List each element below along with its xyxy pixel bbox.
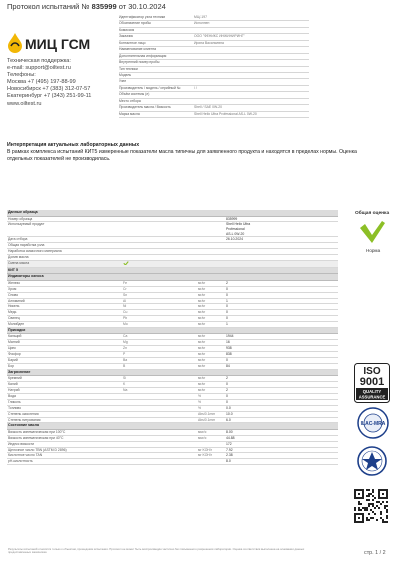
meta-key: Узел — [119, 79, 127, 84]
indicator-name: Используемый продукт — [8, 222, 45, 227]
indicator-code — [123, 243, 198, 248]
indicator-unit: мг KOH/г — [198, 453, 213, 458]
indicator-unit — [198, 249, 226, 254]
page-number: стр. 1 / 2 — [364, 550, 386, 556]
indicator-code: K — [123, 382, 126, 387]
indicator-name: Никель — [8, 304, 20, 309]
meta-key: Внутренний номер пробы — [119, 60, 160, 65]
meta-value — [194, 28, 309, 33]
contact-line: Москва +7 (495) 197-88-99 — [7, 79, 76, 86]
brand-name: МИЦ ГСМ — [25, 36, 91, 52]
indicator-unit: мг/кг — [198, 388, 206, 393]
indicator-code: Si — [123, 376, 127, 381]
indicator-value: 0 — [226, 286, 228, 291]
indicator-name: Индекс вязкости — [8, 441, 35, 446]
indicator-unit: мг/кг — [198, 292, 206, 297]
indicator-unit: % — [198, 405, 202, 410]
accreditation-seal-icon — [356, 445, 388, 477]
indicator-unit — [198, 442, 226, 447]
meta-value: / / — [194, 85, 197, 90]
indicator-unit — [198, 255, 226, 260]
meta-row — [119, 112, 309, 118]
indicator-name: Бор — [8, 363, 14, 368]
support-contacts — [7, 58, 117, 108]
meta-key: Дополнительная информация — [119, 53, 167, 58]
iso-top: ISO — [363, 366, 381, 377]
indicator-value: 0 — [226, 382, 228, 387]
contact-line[interactable]: e-mail: support@oiltest.ru — [7, 65, 71, 72]
indicator-unit: мг/кг — [198, 304, 206, 309]
indicator-code: Pb — [123, 316, 128, 321]
indicator-name: Алюминий — [8, 298, 25, 303]
indicator-value: 7.92 — [226, 447, 233, 452]
overall-assessment-title: Общая оценка — [355, 211, 390, 216]
meta-key: Место отбора — [119, 98, 141, 103]
brand-logo — [7, 30, 97, 54]
meta-key: Производитель / модель / серийный № — [119, 85, 181, 90]
indicator-name: Номер образца — [8, 216, 33, 221]
indicator-value: 1944 — [226, 334, 234, 339]
indicator-code — [123, 222, 198, 236]
ilac-label: ILAC-MRA — [360, 421, 386, 427]
indicator-name: Калий — [8, 382, 18, 387]
indicator-name: Кальций — [8, 334, 22, 339]
section-header: Загрязнение — [7, 370, 338, 377]
indicator-unit: мг/кг — [198, 286, 206, 291]
indicator-value: 838 — [226, 352, 232, 357]
indicator-name: Кислотное число TAN — [8, 453, 43, 458]
indicator-value: 0.0 — [226, 405, 231, 410]
indicator-name: Медь — [8, 310, 17, 315]
indicator-name: Кремний — [8, 376, 22, 381]
indicator-value: 8.0 — [226, 459, 231, 464]
indicator-unit — [198, 243, 226, 248]
meta-key: Заказчик — [119, 34, 133, 39]
indicator-value — [226, 249, 251, 254]
protocol-date: от 30.10.2024 — [118, 2, 166, 11]
indicator-value: 84 — [226, 363, 230, 368]
indicator-value: 1 — [226, 298, 228, 303]
protocol-number: 835999 — [91, 2, 117, 11]
indicator-unit — [198, 237, 226, 242]
meta-value — [194, 73, 309, 78]
indicator-code — [123, 261, 198, 267]
oil-change-check-icon — [123, 261, 129, 266]
indicator-unit: мм²/с — [198, 429, 207, 434]
meta-value — [194, 79, 309, 84]
indicator-unit: мг/кг — [198, 352, 206, 357]
contact-line: Телефоны: — [7, 72, 36, 79]
results-table — [7, 210, 338, 465]
indicator-code: Sn — [123, 292, 128, 297]
result-row — [7, 222, 338, 237]
sample-meta-table — [119, 15, 309, 118]
indicator-code — [123, 459, 198, 464]
indicator-unit — [198, 222, 226, 236]
indicator-value — [226, 261, 251, 267]
indicator-value: 2 — [226, 376, 228, 381]
indicator-value: Shell Helix Ultra Professional AS-L 0W-20 — [226, 222, 251, 236]
indicator-unit — [198, 217, 226, 222]
indicator-name: Общая наработка узла — [8, 243, 45, 248]
indicator-code: Zn — [123, 346, 127, 351]
indicator-name: Магний — [8, 340, 20, 345]
indicator-value — [226, 243, 251, 248]
meta-key: Марка масла — [119, 111, 140, 116]
contact-line: Екатеринбург +7 (343) 251-99-11 — [7, 93, 92, 100]
indicator-value: 2 — [226, 280, 228, 285]
indicator-unit: мг/кг — [198, 363, 206, 368]
indicator-code — [123, 442, 198, 447]
contact-line[interactable]: www.oiltest.ru — [7, 100, 42, 107]
indicator-code: Mg — [123, 340, 128, 345]
indicator-name: Молибден — [8, 322, 25, 327]
meta-value — [194, 92, 309, 97]
section-header: Данные образца — [7, 210, 338, 217]
indicator-code: Ni — [123, 304, 127, 309]
meta-key: Контактное лицо — [119, 40, 146, 45]
indicator-code: Cu — [123, 310, 128, 315]
indicator-unit: мг/кг — [198, 316, 206, 321]
protocol-title — [7, 2, 166, 11]
indicator-value: 2 — [226, 388, 228, 393]
indicator-value: 6.0 — [226, 417, 231, 422]
meta-value: Исполнен — [194, 21, 210, 26]
meta-key: Комиссия — [119, 27, 135, 32]
contact-line: Техническая поддержка: — [7, 58, 71, 64]
indicator-code — [123, 412, 198, 417]
indicator-unit: мм²/с — [198, 435, 207, 440]
indicator-unit: мг/кг — [198, 298, 206, 303]
indicator-name: Смена масла — [8, 260, 30, 265]
indicator-unit: мг/кг — [198, 358, 206, 363]
footer-disclaimer: Результаты испытаний относятся только к объектам, прошедшим испытания. Протокол не может быть воспроизведён частично без письменного разрешения лаборатории. Оценка соответствия выполнена на основании данных предоставленных заказчиком. — [8, 547, 305, 555]
indicator-code — [123, 453, 198, 458]
indicator-name: Хром — [8, 286, 17, 291]
oil-drop-icon — [8, 33, 22, 53]
overall-status: Норма — [366, 248, 381, 253]
indicator-code — [123, 418, 198, 423]
meta-key: Объём системы (л) — [119, 92, 150, 97]
meta-key: Тип техники — [119, 66, 138, 71]
indicator-value: 1 — [226, 322, 228, 327]
indicator-name: Натрий — [8, 388, 20, 393]
indicator-value: 835999 — [226, 216, 238, 221]
meta-value — [194, 60, 309, 65]
meta-value: Shell / SAE 0W-20 — [194, 105, 223, 110]
indicator-unit: мг/кг — [198, 280, 206, 285]
indicator-unit: Abs/0.1mm — [198, 411, 216, 416]
indicator-value: 10.0 — [226, 411, 233, 416]
interpretation-text: В рамках комплекса испытаний КИТ5 измеренные показатели масла типичны для заявленного продукта и находятся в пределах нормы. Оценка отдельных показателей не производилась. — [7, 149, 357, 162]
indicator-value: 26.10.2024 — [226, 237, 243, 242]
indicator-code — [123, 436, 198, 441]
indicator-value: 0 — [226, 292, 228, 297]
indicator-value: 0 — [226, 358, 228, 363]
meta-key: Модель — [119, 72, 132, 77]
indicator-unit: мг/кг — [198, 310, 206, 315]
indicator-value: 0 — [226, 316, 228, 321]
result-row — [7, 261, 338, 268]
indicator-name: Железо — [8, 280, 21, 285]
indicator-code — [123, 237, 198, 242]
indicator-unit: % — [198, 393, 202, 398]
meta-key: Обозначение пробы — [119, 21, 151, 26]
indicator-name: Вязкость кинематическая при 100°С — [8, 429, 66, 434]
indicator-name: pH-кислотность — [8, 459, 33, 464]
indicator-unit — [198, 261, 226, 267]
indicator-code: Fe — [123, 280, 127, 285]
iso-number: 9001 — [359, 376, 385, 388]
indicator-code: Ca — [123, 334, 128, 339]
indicator-code — [123, 448, 198, 453]
indicator-unit: мг/кг — [198, 376, 206, 381]
meta-value — [194, 47, 309, 52]
indicator-code — [123, 430, 198, 435]
indicator-unit: мг/кг — [198, 382, 206, 387]
indicator-name: Свинец — [8, 316, 20, 321]
iso-9001-badge — [354, 363, 390, 403]
indicator-value: 172 — [226, 441, 232, 446]
indicator-code — [123, 406, 198, 411]
indicator-name: Гликоль — [8, 399, 21, 404]
indicator-name: Топливо — [8, 405, 22, 410]
indicator-unit: мг KOH/г — [198, 447, 213, 452]
ilac-mra-badge — [356, 406, 390, 440]
section-header: Присадки — [7, 328, 338, 335]
indicator-name: Наработка смазочного материала — [8, 248, 62, 253]
indicator-value: 0 — [226, 310, 228, 315]
interpretation-title: Интерпретация актуальных лабораторных данных — [7, 142, 140, 148]
indicator-name: Цинк — [8, 346, 16, 351]
iso-quality: QUALITY — [362, 389, 382, 394]
meta-value — [194, 67, 309, 72]
meta-key: Идентификатор узла техники — [119, 15, 166, 19]
indicator-unit: мг/кг — [198, 322, 206, 327]
indicator-name: Олово — [8, 292, 19, 297]
protocol-label: Протокол испытаний № — [7, 2, 90, 11]
section-header: Индикаторы износа — [7, 274, 338, 281]
indicator-unit: мг/кг — [198, 346, 206, 351]
contact-line: Новосибирск +7 (383) 312-07-57 — [7, 86, 91, 93]
indicator-name: Фосфор — [8, 352, 21, 357]
indicator-code — [123, 400, 198, 405]
meta-value: МЦ/-197 — [194, 15, 208, 19]
indicator-name: Вязкость кинематическая при 40°С — [8, 435, 64, 440]
section-header: Состояние масла — [7, 423, 338, 430]
indicator-value: 44.88 — [226, 435, 235, 440]
indicator-code: Cr — [123, 286, 127, 291]
indicator-unit: % — [198, 399, 202, 404]
indicator-code: Na — [123, 388, 128, 393]
indicator-name: Дата отбора — [8, 237, 28, 242]
meta-value: Ирина Васильевна — [194, 40, 224, 45]
meta-value: Shell Helix Ultra Professional AS-L 0W-20 — [194, 111, 257, 116]
meta-value — [194, 99, 309, 104]
indicator-code: P — [123, 352, 126, 357]
result-row — [7, 459, 338, 465]
iso-assurance: ASSURANCE — [358, 394, 386, 400]
meta-key: Наименование клиента — [119, 47, 156, 52]
indicator-unit: мг/кг — [198, 334, 206, 339]
indicator-value: 16 — [226, 340, 230, 345]
indicator-name: Щелочное число TBN (ASTM D 2896) — [8, 447, 67, 452]
indicator-value: 8.00 — [226, 429, 233, 434]
indicator-code — [123, 255, 198, 260]
indicator-name: Степень окисления — [8, 411, 39, 416]
meta-value — [194, 54, 309, 59]
indicator-code: B — [123, 363, 126, 368]
section-header: КИТ 5 — [7, 268, 338, 275]
indicator-value: 2.38 — [226, 453, 233, 458]
indicator-unit — [198, 459, 226, 464]
qr-code-icon[interactable] — [354, 489, 388, 523]
indicator-code — [123, 217, 198, 222]
indicator-value: 938 — [226, 346, 232, 351]
indicator-value — [226, 255, 251, 260]
meta-key: Производитель масла / Вязкость — [119, 105, 171, 110]
indicator-value: 0 — [226, 399, 228, 404]
indicator-name: Вода — [8, 393, 16, 398]
indicator-unit: Abs/0.1mm — [198, 417, 216, 422]
indicator-name: Барий — [8, 358, 18, 363]
indicator-unit: мг/кг — [198, 340, 206, 345]
indicator-name: Долив масла — [8, 254, 29, 259]
indicator-code: Mo — [123, 322, 128, 327]
checkmark-icon — [359, 220, 385, 244]
indicator-code: Ba — [123, 358, 128, 363]
indicator-name: Степень нитрования — [8, 417, 41, 422]
indicator-code — [123, 249, 198, 254]
indicator-value: 0 — [226, 393, 228, 398]
indicator-code — [123, 394, 198, 399]
indicator-value: 0 — [226, 304, 228, 309]
indicator-code: Al — [123, 298, 127, 303]
meta-value: ООО "ФЕНИКС ИНЖИНИРИНГ" — [194, 34, 245, 39]
